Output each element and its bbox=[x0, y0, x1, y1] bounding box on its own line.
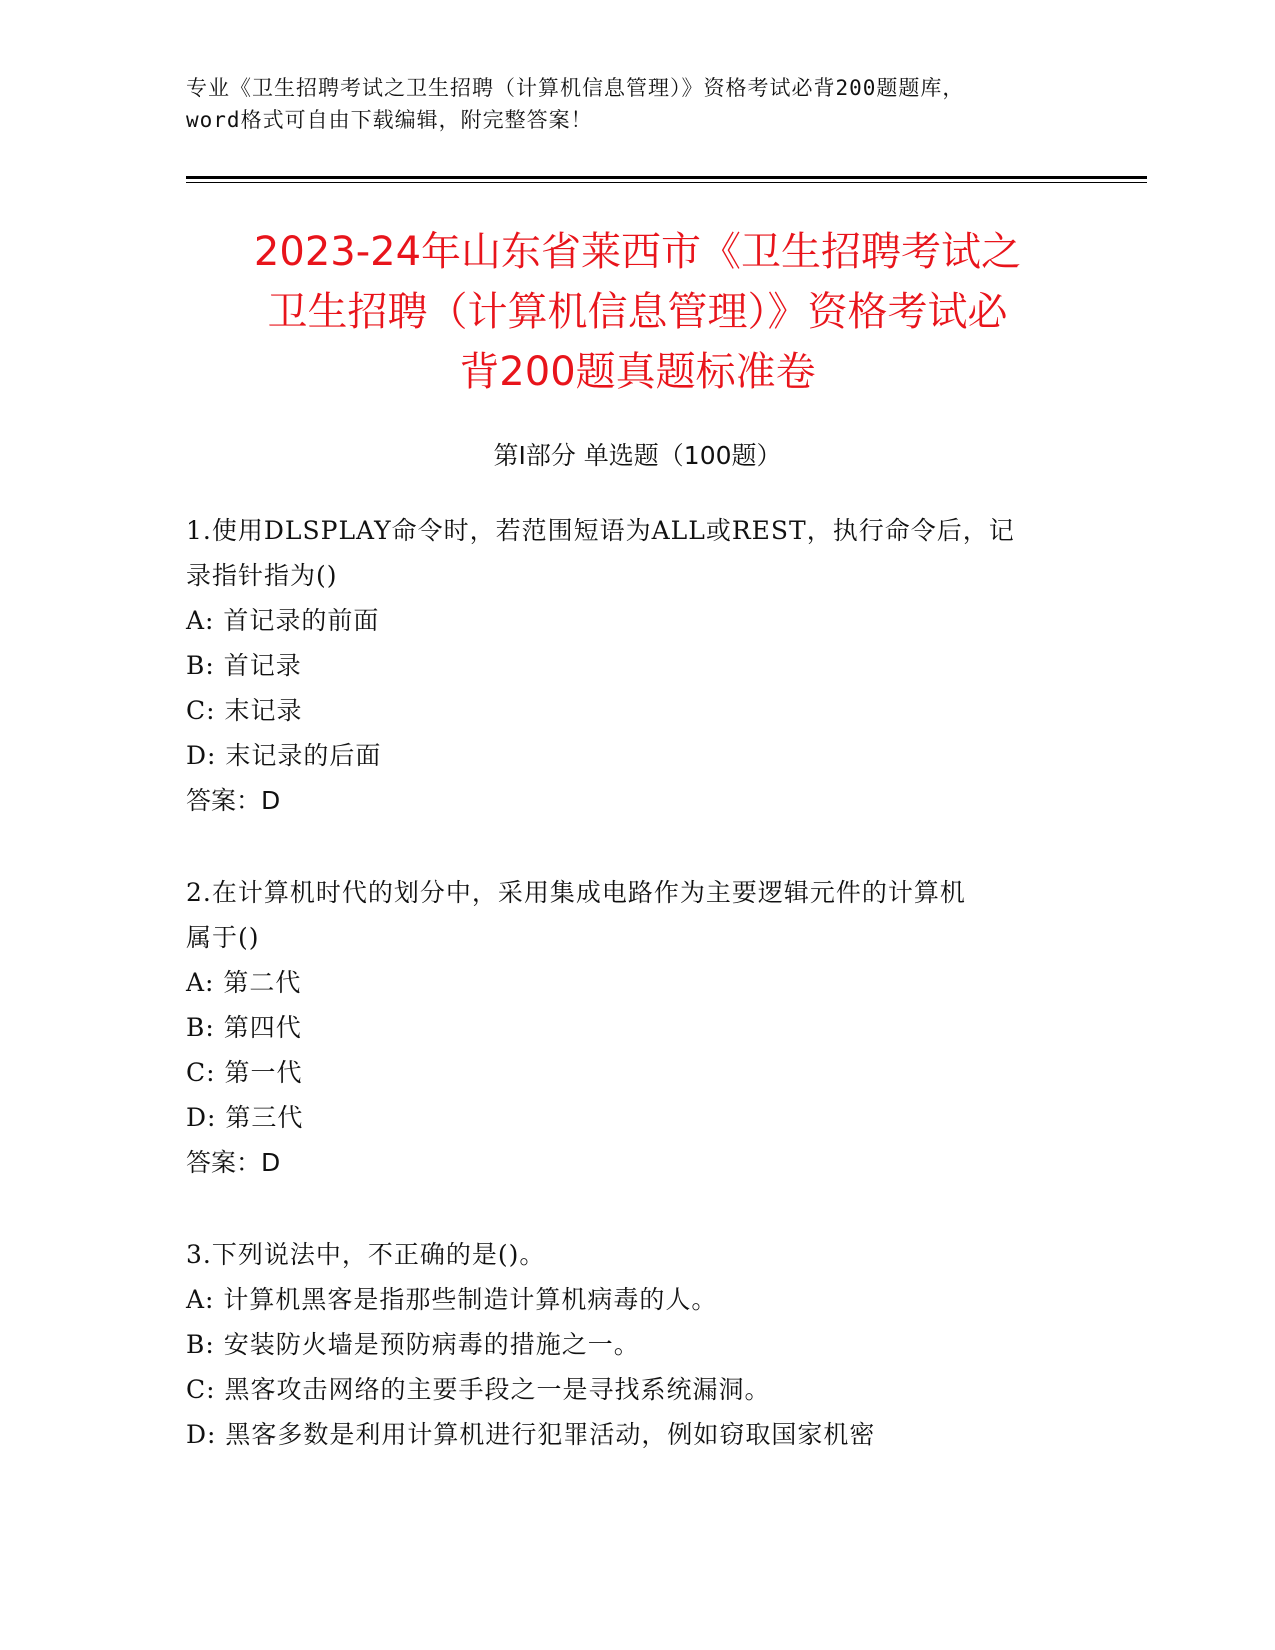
question-option: D: 黑客多数是利用计算机进行犯罪活动，例如窃取国家机密 bbox=[186, 1420, 876, 1449]
question-stem-line: 3.下列说法中，不正确的是()。 bbox=[186, 1240, 546, 1269]
header-divider-thin bbox=[186, 182, 1147, 183]
header-divider bbox=[186, 176, 1147, 179]
question-option: C: 第一代 bbox=[186, 1058, 303, 1087]
question-option: B: 安装防火墙是预防病毒的措施之一。 bbox=[186, 1330, 640, 1359]
header-note-line: 专业《卫生招聘考试之卫生招聘（计算机信息管理）》资格考试必背200题题库， bbox=[186, 76, 965, 100]
question-answer: 答案：D bbox=[186, 1148, 281, 1177]
question-block bbox=[186, 1232, 1066, 1457]
question-option: B: 首记录 bbox=[186, 651, 302, 680]
header-note-line: word格式可自由下载编辑，附完整答案！ bbox=[186, 108, 593, 132]
question-option: D: 末记录的后面 bbox=[186, 741, 382, 770]
document-title bbox=[186, 222, 1089, 402]
question-option: A: 首记录的前面 bbox=[186, 606, 380, 635]
question-stem-line: 2.在计算机时代的划分中，采用集成电路作为主要逻辑元件的计算机 bbox=[186, 878, 966, 907]
question-option: A: 计算机黑客是指那些制造计算机病毒的人。 bbox=[186, 1285, 718, 1314]
question-stem-line: 属于() bbox=[186, 923, 260, 952]
question-stem-line: 1.使用DLSPLAY命令时，若范围短语为ALL或REST，执行命令后，记 bbox=[186, 516, 1015, 545]
question-stem-line: 录指针指为() bbox=[186, 561, 338, 590]
section-heading: 第Ⅰ部分 单选题（100题） bbox=[493, 441, 782, 470]
header-note bbox=[186, 72, 1086, 136]
document-title-line: 背200题真题标准卷 bbox=[459, 349, 816, 395]
question-answer: 答案：D bbox=[186, 786, 281, 815]
question-block bbox=[186, 508, 1066, 823]
question-option: C: 黑客攻击网络的主要手段之一是寻找系统漏洞。 bbox=[186, 1375, 771, 1404]
question-option: D: 第三代 bbox=[186, 1103, 304, 1132]
question-option: A: 第二代 bbox=[186, 968, 302, 997]
document-title-line: 2023-24年山东省莱西市《卫生招聘考试之 bbox=[253, 229, 1022, 275]
question-option: C: 末记录 bbox=[186, 696, 303, 725]
document-title-line: 卫生招聘（计算机信息管理）》资格考试必 bbox=[267, 289, 1008, 335]
question-block bbox=[186, 870, 1066, 1185]
question-option: B: 第四代 bbox=[186, 1013, 302, 1042]
